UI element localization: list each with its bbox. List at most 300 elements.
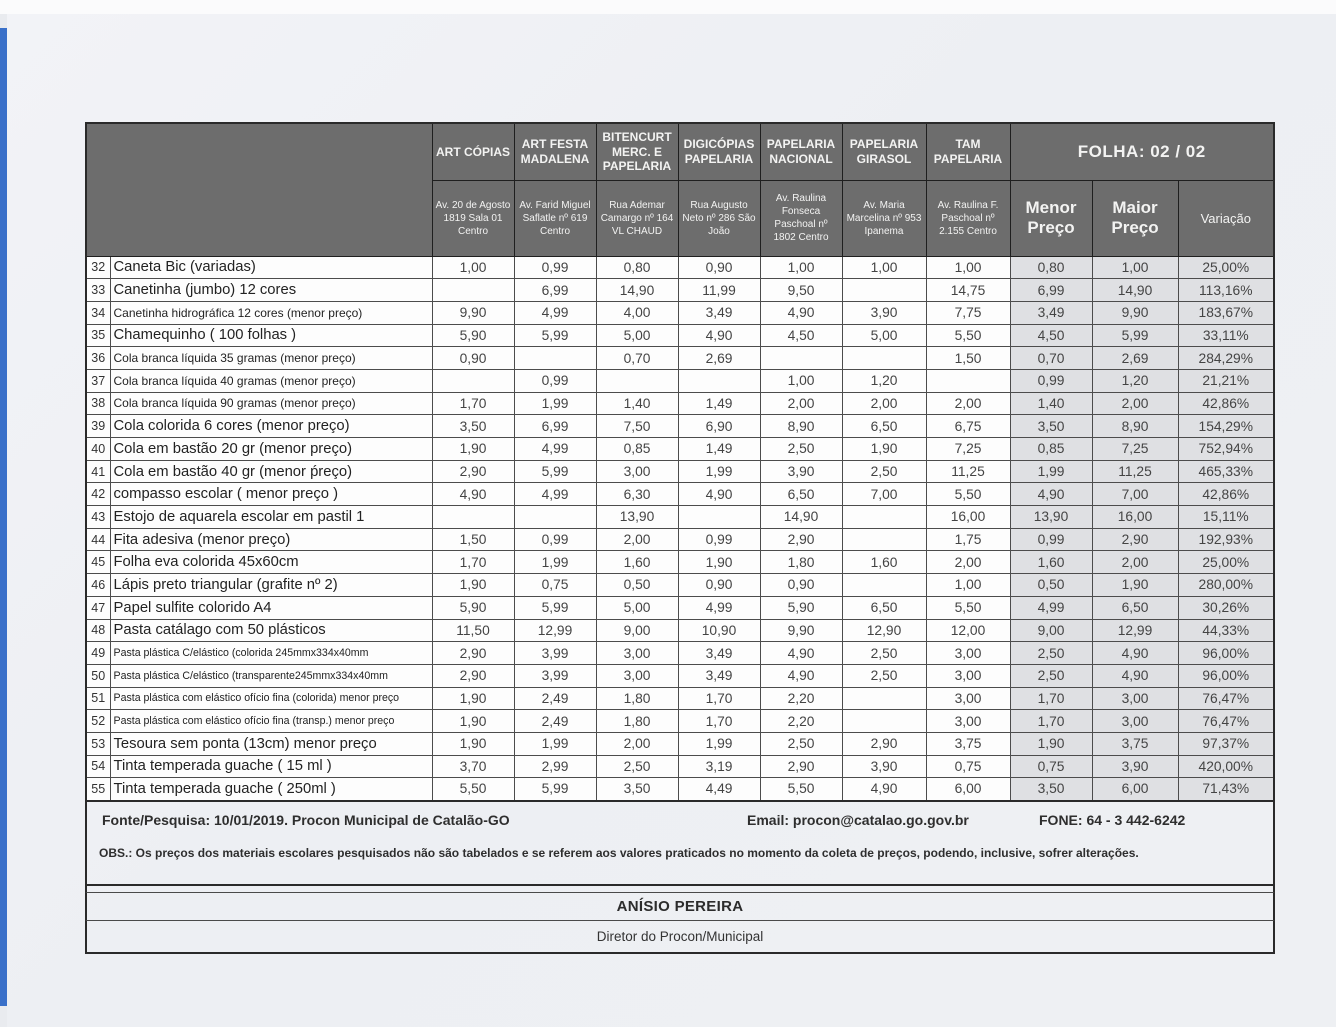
row-number: 34 — [86, 301, 110, 324]
store-price-cell: 5,90 — [432, 324, 514, 347]
store-price-cell: 12,90 — [842, 619, 926, 642]
store-price-cell: 6,90 — [678, 415, 760, 438]
store-price-cell: 2,90 — [432, 460, 514, 483]
menor-preco-value: 1,99 — [1010, 460, 1092, 483]
variacao-value: 30,26% — [1178, 596, 1274, 619]
store-price-cell: 1,80 — [596, 710, 678, 733]
maior-preco-header: Maior Preço — [1092, 180, 1178, 256]
row-number: 52 — [86, 710, 110, 733]
store-price-cell: 4,00 — [596, 301, 678, 324]
store-price-cell: 2,50 — [760, 438, 842, 461]
menor-preco-value: 3,49 — [1010, 301, 1092, 324]
store-price-cell: 11,50 — [432, 619, 514, 642]
variacao-value: 183,67% — [1178, 301, 1274, 324]
store-price-cell: 1,99 — [678, 732, 760, 755]
store-price-cell: 1,49 — [678, 392, 760, 415]
variacao-value: 71,43% — [1178, 778, 1274, 801]
maior-preco-value: 7,25 — [1092, 438, 1178, 461]
table-row — [86, 574, 1274, 597]
store-price-cell: 2,50 — [596, 755, 678, 778]
maior-preco-value: 5,99 — [1092, 324, 1178, 347]
store-address-header: Av. Maria Marcelina nº 953 Ipanema — [842, 180, 926, 256]
variacao-value: 280,00% — [1178, 574, 1274, 597]
item-name: Canetinha hidrográfica 12 cores (menor preço) — [110, 301, 432, 324]
store-price-cell: 3,00 — [596, 664, 678, 687]
variacao-value: 465,33% — [1178, 460, 1274, 483]
maior-preco-value: 1,90 — [1092, 574, 1178, 597]
store-price-cell: 3,00 — [926, 642, 1010, 665]
row-number: 51 — [86, 687, 110, 710]
variacao-value: 96,00% — [1178, 664, 1274, 687]
variacao-value: 96,00% — [1178, 642, 1274, 665]
maior-preco-value: 12,99 — [1092, 619, 1178, 642]
store-price-cell: 2,49 — [514, 710, 596, 733]
table-row — [86, 256, 1274, 279]
email-text: Email: procon@catalao.go.gov.br — [747, 811, 969, 828]
store-price-cell: 6,30 — [596, 483, 678, 506]
item-name: Pasta plástica C/elástico (transparente245mmx334x40mm — [110, 664, 432, 687]
store-price-cell: 3,90 — [842, 755, 926, 778]
menor-preco-value: 2,50 — [1010, 642, 1092, 665]
table-row — [86, 460, 1274, 483]
menor-preco-value: 3,50 — [1010, 778, 1092, 801]
table-row — [86, 279, 1274, 302]
store-price-cell: 9,50 — [760, 279, 842, 302]
store-price-cell: 7,50 — [596, 415, 678, 438]
store-price-cell — [514, 506, 596, 529]
maior-preco-value: 14,90 — [1092, 279, 1178, 302]
store-price-cell — [678, 369, 760, 392]
store-address-header: Av. Farid Miguel Saflatle nº 619 Centro — [514, 180, 596, 256]
item-name: Tinta temperada guache ( 250ml ) — [110, 778, 432, 801]
maior-preco-value: 11,25 — [1092, 460, 1178, 483]
table-row — [86, 732, 1274, 755]
store-name-header: PAPELARIA GIRASOL — [842, 123, 926, 180]
store-price-cell: 4,90 — [678, 483, 760, 506]
row-number: 53 — [86, 732, 110, 755]
variacao-value: 284,29% — [1178, 347, 1274, 370]
menor-preco-value: 0,80 — [1010, 256, 1092, 279]
item-name: Chamequinho ( 100 folhas ) — [110, 324, 432, 347]
store-price-cell: 10,90 — [678, 619, 760, 642]
store-price-cell: 5,90 — [432, 596, 514, 619]
store-price-cell: 1,90 — [432, 574, 514, 597]
maior-preco-value: 3,00 — [1092, 710, 1178, 733]
store-price-cell: 1,70 — [678, 687, 760, 710]
store-price-cell: 4,99 — [514, 438, 596, 461]
variacao-value: 420,00% — [1178, 755, 1274, 778]
store-price-cell: 5,99 — [514, 324, 596, 347]
store-price-cell: 2,69 — [678, 347, 760, 370]
store-price-cell: 4,99 — [514, 301, 596, 324]
table-row — [86, 506, 1274, 529]
store-price-cell: 1,00 — [432, 256, 514, 279]
store-price-cell: 0,85 — [596, 438, 678, 461]
table-row — [86, 324, 1274, 347]
store-price-cell — [842, 506, 926, 529]
menor-preco-value: 4,99 — [1010, 596, 1092, 619]
maior-preco-value: 9,90 — [1092, 301, 1178, 324]
store-price-cell: 7,00 — [842, 483, 926, 506]
store-price-cell: 1,60 — [842, 551, 926, 574]
store-price-cell: 1,90 — [842, 438, 926, 461]
table-row — [86, 438, 1274, 461]
footer-info-box — [85, 802, 1275, 886]
variacao-value: 44,33% — [1178, 619, 1274, 642]
store-price-cell: 0,90 — [760, 574, 842, 597]
store-price-cell: 1,20 — [842, 369, 926, 392]
row-number: 35 — [86, 324, 110, 347]
table-row — [86, 415, 1274, 438]
table-row — [86, 755, 1274, 778]
store-price-cell: 2,90 — [842, 732, 926, 755]
menor-preco-value: 13,90 — [1010, 506, 1092, 529]
store-address-header: Rua Augusto Neto nº 286 São João — [678, 180, 760, 256]
store-price-cell: 3,99 — [514, 664, 596, 687]
store-price-cell: 5,50 — [926, 483, 1010, 506]
fonte-pesquisa-text: Fonte/Pesquisa: 10/01/2019. Procon Municipal de Catalão-GO — [102, 811, 510, 828]
store-price-cell: 3,00 — [926, 710, 1010, 733]
store-price-cell: 3,00 — [596, 642, 678, 665]
store-price-cell: 1,75 — [926, 528, 1010, 551]
item-name: Fita adesiva (menor preço) — [110, 528, 432, 551]
store-price-cell: 5,00 — [596, 324, 678, 347]
menor-preco-value: 4,50 — [1010, 324, 1092, 347]
variacao-value: 21,21% — [1178, 369, 1274, 392]
price-table — [85, 122, 1275, 802]
store-price-cell: 5,00 — [842, 324, 926, 347]
store-price-cell: 4,90 — [678, 324, 760, 347]
store-price-cell: 5,90 — [760, 596, 842, 619]
price-survey-document — [85, 122, 1275, 954]
store-price-cell: 1,90 — [432, 687, 514, 710]
store-price-cell: 1,00 — [760, 256, 842, 279]
store-price-cell: 2,00 — [760, 392, 842, 415]
signature-role: Diretor do Procon/Municipal — [85, 921, 1275, 954]
store-price-cell: 0,90 — [678, 574, 760, 597]
row-number: 54 — [86, 755, 110, 778]
store-price-cell: 9,90 — [760, 619, 842, 642]
store-price-cell: 5,50 — [926, 596, 1010, 619]
menor-preco-value: 1,70 — [1010, 687, 1092, 710]
store-price-cell: 1,49 — [678, 438, 760, 461]
store-price-cell: 0,90 — [432, 347, 514, 370]
row-number: 46 — [86, 574, 110, 597]
table-row — [86, 642, 1274, 665]
menor-preco-value: 9,00 — [1010, 619, 1092, 642]
table-row — [86, 778, 1274, 801]
maior-preco-value: 8,90 — [1092, 415, 1178, 438]
store-price-cell: 1,00 — [926, 256, 1010, 279]
row-number: 55 — [86, 778, 110, 801]
store-price-cell — [842, 687, 926, 710]
store-price-cell — [432, 279, 514, 302]
table-header — [86, 123, 1274, 256]
store-price-cell: 6,75 — [926, 415, 1010, 438]
store-price-cell: 5,00 — [596, 596, 678, 619]
menor-preco-value: 0,99 — [1010, 369, 1092, 392]
store-price-cell: 2,20 — [760, 710, 842, 733]
store-price-cell: 0,75 — [926, 755, 1010, 778]
store-price-cell: 3,49 — [678, 664, 760, 687]
menor-preco-value: 6,99 — [1010, 279, 1092, 302]
store-price-cell: 12,99 — [514, 619, 596, 642]
menor-preco-value: 1,60 — [1010, 551, 1092, 574]
store-price-cell: 1,50 — [926, 347, 1010, 370]
menor-preco-value: 0,50 — [1010, 574, 1092, 597]
maior-preco-value: 6,00 — [1092, 778, 1178, 801]
scanner-top-margin — [0, 0, 1336, 14]
variacao-value: 33,11% — [1178, 324, 1274, 347]
store-price-cell: 4,90 — [760, 301, 842, 324]
store-price-cell: 4,90 — [432, 483, 514, 506]
store-price-cell: 3,19 — [678, 755, 760, 778]
store-price-cell: 0,75 — [514, 574, 596, 597]
store-price-cell: 0,90 — [678, 256, 760, 279]
store-price-cell: 1,00 — [842, 256, 926, 279]
store-price-cell: 1,90 — [432, 438, 514, 461]
table-row — [86, 392, 1274, 415]
store-price-cell: 6,50 — [760, 483, 842, 506]
store-name-header: DIGICÓPIAS PAPELARIA — [678, 123, 760, 180]
store-price-cell: 0,70 — [596, 347, 678, 370]
folha-page-label: FOLHA: 02 / 02 — [1010, 123, 1274, 180]
store-price-cell: 1,90 — [432, 710, 514, 733]
store-price-cell: 3,49 — [678, 642, 760, 665]
item-name: Tesoura sem ponta (13cm) menor preço — [110, 732, 432, 755]
row-number: 36 — [86, 347, 110, 370]
item-name: Lápis preto triangular (grafite nº 2) — [110, 574, 432, 597]
store-price-cell: 6,99 — [514, 279, 596, 302]
table-row — [86, 301, 1274, 324]
store-price-cell: 6,00 — [926, 778, 1010, 801]
store-address-header: Av. Raulina F. Paschoal nº 2.155 Centro — [926, 180, 1010, 256]
store-price-cell: 4,99 — [514, 483, 596, 506]
store-price-cell: 7,75 — [926, 301, 1010, 324]
store-price-cell: 1,99 — [514, 392, 596, 415]
store-price-cell: 1,80 — [760, 551, 842, 574]
maior-preco-value: 1,00 — [1092, 256, 1178, 279]
store-price-cell: 5,99 — [514, 596, 596, 619]
table-row — [86, 596, 1274, 619]
store-price-cell: 4,90 — [842, 778, 926, 801]
table-row — [86, 483, 1274, 506]
store-price-cell: 1,99 — [678, 460, 760, 483]
item-name: Folha eva colorida 45x60cm — [110, 551, 432, 574]
item-name: Tinta temperada guache ( 15 ml ) — [110, 755, 432, 778]
item-name: Estojo de aquarela escolar em pastil 1 — [110, 506, 432, 529]
store-price-cell: 1,70 — [432, 392, 514, 415]
store-price-cell: 3,70 — [432, 755, 514, 778]
store-price-cell: 7,25 — [926, 438, 1010, 461]
store-price-cell — [842, 710, 926, 733]
maior-preco-value: 7,00 — [1092, 483, 1178, 506]
menor-preco-value: 0,99 — [1010, 528, 1092, 551]
store-price-cell — [842, 574, 926, 597]
store-price-cell — [678, 506, 760, 529]
table-row — [86, 664, 1274, 687]
table-row — [86, 347, 1274, 370]
menor-preco-value: 0,85 — [1010, 438, 1092, 461]
store-price-cell: 2,90 — [432, 642, 514, 665]
store-price-cell: 1,70 — [432, 551, 514, 574]
store-price-cell: 8,90 — [760, 415, 842, 438]
variacao-value: 15,11% — [1178, 506, 1274, 529]
item-name: Cola branca líquida 35 gramas (menor preço) — [110, 347, 432, 370]
store-price-cell: 1,80 — [596, 687, 678, 710]
store-price-cell: 1,00 — [760, 369, 842, 392]
variacao-value: 154,29% — [1178, 415, 1274, 438]
maior-preco-value: 4,90 — [1092, 664, 1178, 687]
table-row — [86, 710, 1274, 733]
store-price-cell: 2,00 — [926, 392, 1010, 415]
menor-preco-value: 0,70 — [1010, 347, 1092, 370]
store-price-cell: 2,50 — [842, 664, 926, 687]
store-price-cell: 5,99 — [514, 460, 596, 483]
store-price-cell: 14,90 — [760, 506, 842, 529]
row-number: 43 — [86, 506, 110, 529]
variacao-header: Variação — [1178, 180, 1274, 256]
maior-preco-value: 16,00 — [1092, 506, 1178, 529]
store-price-cell: 5,50 — [926, 324, 1010, 347]
store-price-cell — [842, 528, 926, 551]
store-name-header: BITENCURT MERC. E PAPELARIA — [596, 123, 678, 180]
item-name: Cola colorida 6 cores (menor preço) — [110, 415, 432, 438]
store-price-cell — [514, 347, 596, 370]
table-row — [86, 369, 1274, 392]
fone-text: FONE: 64 - 3 442-6242 — [1039, 811, 1186, 828]
row-number: 48 — [86, 619, 110, 642]
table-body — [86, 256, 1274, 801]
store-price-cell: 4,49 — [678, 778, 760, 801]
store-price-cell: 1,90 — [432, 732, 514, 755]
item-name: Canetinha (jumbo) 12 cores — [110, 279, 432, 302]
store-price-cell: 3,00 — [926, 664, 1010, 687]
row-number: 39 — [86, 415, 110, 438]
item-name: Caneta Bic (variadas) — [110, 256, 432, 279]
store-price-cell: 3,50 — [432, 415, 514, 438]
variacao-value: 97,37% — [1178, 732, 1274, 755]
store-price-cell: 3,75 — [926, 732, 1010, 755]
store-price-cell: 11,25 — [926, 460, 1010, 483]
store-address-header: Av. 20 de Agosto 1819 Sala 01 Centro — [432, 180, 514, 256]
scan-edge-strip — [0, 28, 7, 1006]
store-price-cell: 1,50 — [432, 528, 514, 551]
store-price-cell: 6,50 — [842, 596, 926, 619]
row-number: 38 — [86, 392, 110, 415]
store-price-cell: 1,99 — [514, 732, 596, 755]
item-name: Cola em bastão 40 gr (menor ṕreço) — [110, 460, 432, 483]
row-number: 47 — [86, 596, 110, 619]
variacao-value: 752,94% — [1178, 438, 1274, 461]
store-price-cell: 3,50 — [596, 778, 678, 801]
item-name: Cola branca líquida 40 gramas (menor preço) — [110, 369, 432, 392]
store-price-cell: 5,50 — [760, 778, 842, 801]
store-price-cell: 4,90 — [760, 664, 842, 687]
store-price-cell: 3,99 — [514, 642, 596, 665]
store-price-cell: 1,60 — [596, 551, 678, 574]
variacao-value: 25,00% — [1178, 551, 1274, 574]
obs-text: OBS.: Os preços dos materiais escolares pesquisados não são tabelados e se referem aos valores praticados no momento da coleta de preços, podendo, inclusive, sofrer alterações. — [99, 845, 1139, 860]
store-price-cell: 9,00 — [596, 619, 678, 642]
maior-preco-value: 6,50 — [1092, 596, 1178, 619]
store-price-cell: 3,00 — [596, 460, 678, 483]
menor-preco-value: 1,90 — [1010, 732, 1092, 755]
store-price-cell: 2,00 — [596, 528, 678, 551]
maior-preco-value: 2,00 — [1092, 551, 1178, 574]
maior-preco-value: 1,20 — [1092, 369, 1178, 392]
table-row — [86, 687, 1274, 710]
signature-spacer-row — [85, 886, 1275, 893]
maior-preco-value: 2,90 — [1092, 528, 1178, 551]
store-price-cell: 4,50 — [760, 324, 842, 347]
row-number: 50 — [86, 664, 110, 687]
header-row-stores — [86, 123, 1274, 180]
store-price-cell: 14,75 — [926, 279, 1010, 302]
store-price-cell: 12,00 — [926, 619, 1010, 642]
variacao-value: 25,00% — [1178, 256, 1274, 279]
store-name-header: PAPELARIA NACIONAL — [760, 123, 842, 180]
store-price-cell: 2,00 — [596, 732, 678, 755]
item-name: Cola branca líquida 90 gramas (menor preço) — [110, 392, 432, 415]
store-price-cell: 0,99 — [514, 528, 596, 551]
table-row — [86, 619, 1274, 642]
store-price-cell: 3,49 — [678, 301, 760, 324]
store-name-header: ART FESTA MADALENA — [514, 123, 596, 180]
store-price-cell: 6,99 — [514, 415, 596, 438]
variacao-value: 113,16% — [1178, 279, 1274, 302]
variacao-value: 42,86% — [1178, 392, 1274, 415]
store-price-cell: 2,90 — [432, 664, 514, 687]
row-number: 42 — [86, 483, 110, 506]
store-price-cell: 0,99 — [514, 369, 596, 392]
store-price-cell: 4,90 — [760, 642, 842, 665]
store-price-cell: 2,90 — [760, 755, 842, 778]
menor-preco-header: Menor Preço — [1010, 180, 1092, 256]
store-price-cell: 0,99 — [678, 528, 760, 551]
row-number: 49 — [86, 642, 110, 665]
store-price-cell: 2,50 — [842, 460, 926, 483]
store-price-cell: 3,90 — [760, 460, 842, 483]
store-price-cell — [432, 369, 514, 392]
maior-preco-value: 2,69 — [1092, 347, 1178, 370]
row-number: 44 — [86, 528, 110, 551]
item-name: Pasta plástica com elástico ofício fina (transp.) menor preço — [110, 710, 432, 733]
row-number: 33 — [86, 279, 110, 302]
store-price-cell: 5,99 — [514, 778, 596, 801]
store-price-cell: 2,50 — [842, 642, 926, 665]
store-price-cell: 3,00 — [926, 687, 1010, 710]
store-price-cell: 0,99 — [514, 256, 596, 279]
store-address-header: Rua Ademar Camargo nº 164 VL CHAUD — [596, 180, 678, 256]
store-price-cell: 1,00 — [926, 574, 1010, 597]
table-row — [86, 528, 1274, 551]
header-corner-cell — [86, 123, 432, 256]
store-price-cell: 1,70 — [678, 710, 760, 733]
menor-preco-value: 1,40 — [1010, 392, 1092, 415]
maior-preco-value: 3,75 — [1092, 732, 1178, 755]
store-name-header: TAM PAPELARIA — [926, 123, 1010, 180]
store-price-cell — [760, 347, 842, 370]
store-price-cell: 2,90 — [760, 528, 842, 551]
item-name: Cola em bastão 20 gr (menor preço) — [110, 438, 432, 461]
store-price-cell: 5,50 — [432, 778, 514, 801]
row-number: 40 — [86, 438, 110, 461]
store-price-cell — [842, 347, 926, 370]
store-price-cell: 0,80 — [596, 256, 678, 279]
variacao-value: 42,86% — [1178, 483, 1274, 506]
store-price-cell: 1,90 — [678, 551, 760, 574]
